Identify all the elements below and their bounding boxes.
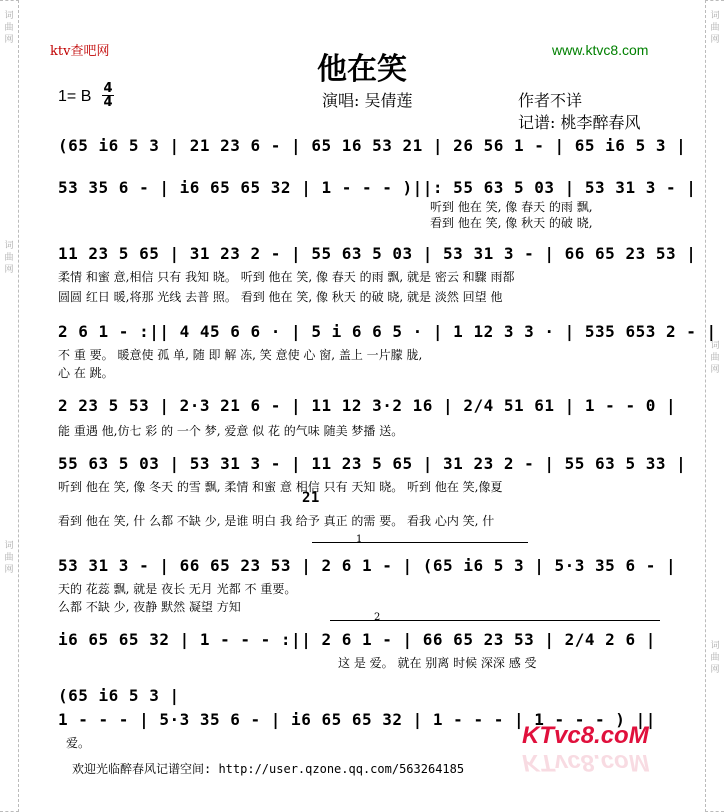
side-label: 词 (710, 641, 720, 651)
side-label: 曲 (4, 553, 14, 563)
side-label: 网 (4, 565, 14, 575)
lyric-row-8a: 这 是 爱。 就在 别离 时候 深深 感 受 (338, 656, 537, 670)
lyric-row-10a: 爱。 (66, 736, 91, 750)
key-signature: 1= B (58, 88, 92, 105)
side-label: 词 (4, 11, 14, 21)
score-row-10: 1 - - - | 5·3 35 6 - | i6 65 65 32 | 1 - - - | 1 - - - ) || (58, 710, 656, 729)
volta-1-line (312, 542, 472, 543)
side-label: 网 (4, 35, 14, 45)
side-label: 词 (710, 11, 720, 21)
author: 作者不详 (518, 91, 583, 110)
site-link-right[interactable]: www.ktvc8.com (552, 42, 649, 58)
score-row-5: 2 23 5 53 | 2·3 21 6 - | 11 12 3·2 16 | 2/4 51 61 | 1 - - 0 | (58, 396, 677, 415)
side-label: 网 (4, 265, 14, 275)
score-row-1: (65 i6 5 3 | 21 23 6 - | 65 16 53 21 | 26 56 1 - | 65 i6 5 3 | (58, 136, 687, 155)
transcriber: 记谱: 桃李醉春风 (518, 113, 641, 132)
score-row-6: 55 63 5 03 | 53 31 3 - | 11 23 5 65 | 31 23 2 - | 55 63 5 33 | (58, 454, 687, 473)
side-label: 曲 (710, 23, 720, 33)
side-label: 网 (710, 665, 720, 675)
score-row-3: 11 23 5 65 | 31 23 2 - | 55 63 5 03 | 53 31 3 - | 66 65 23 53 | (58, 244, 697, 263)
score-row-9: (65 i6 5 3 | (58, 686, 180, 705)
side-label: 曲 (4, 23, 14, 33)
lyric-row-4a: 不 重 要。 暖意使 孤 单, 随 即 解 冻, 笑 意使 心 窗, 盖上 一片朦 胧, (58, 348, 423, 362)
lyric-row-3b: 圆圆 红日 暖,将那 光线 去普 照。 看到 他在 笑, 像 秋天 的破 晓, 就是 淡然 回望 他 (58, 290, 503, 304)
lyric-row-6a: 听到 他在 笑, 像 冬天 的雪 飘, 柔情 和蜜 意 相信 只有 天知 晓。 听到 他在 笑,像夏 (58, 480, 503, 494)
side-label: 曲 (710, 653, 720, 663)
ktvc8-logo-reflection: KTvc8.coM (522, 749, 649, 776)
time-signature (102, 82, 114, 109)
side-label: 网 (710, 35, 720, 45)
ktvc8-logo: KTvc8.coM (522, 722, 649, 749)
lyric-row-5a: 能 重遇 他,仿七 彩 的 一个 梦, 爱意 似 花 的气味 随美 梦播 送。 (58, 424, 404, 438)
score-row-8: i6 65 65 32 | 1 - - - :|| 2 6 1 - | 66 65 23 53 | 2/4 2 6 | (58, 630, 656, 649)
side-label: 词 (4, 541, 14, 551)
score-row-7: 53 31 3 - | 66 65 23 53 | 2 6 1 - | (65 i6 5 3 | 5·3 35 6 - | (58, 556, 677, 575)
left-margin-strip (0, 0, 19, 812)
singer: 演唱: 吴倩莲 (322, 91, 413, 110)
lyric-row-2b: 看到 他在 笑, 像 秋天 的破 晓, (430, 216, 593, 230)
side-label: 词 (710, 341, 720, 351)
time-denominator: 4 (103, 95, 113, 110)
volta-2-label: 2 (374, 612, 381, 623)
side-label: 网 (710, 365, 720, 375)
aux-note-21: 21 (302, 490, 320, 506)
lyric-row-6b: 看到 他在 笑, 什 么都 不缺 少, 是谁 明白 我 给予 真正 的需 要。 看我 心内 笑, 什 (58, 514, 495, 528)
side-label: 曲 (4, 253, 14, 263)
volta-1-line-ext (472, 542, 528, 543)
lyric-row-4b: 心 在 跳。 (58, 366, 114, 380)
score-row-2: 53 35 6 - | i6 65 65 32 | 1 - - - )||: 55 63 5 03 | 53 31 3 - | (58, 178, 697, 197)
right-margin-strip (705, 0, 724, 812)
lyric-row-7b: 么都 不缺 少, 夜静 默然 凝望 方知 (58, 600, 241, 614)
song-title: 他在笑 (317, 52, 407, 87)
lyric-row-7a: 天的 花蕊 飘, 就是 夜长 无月 光都 不 重要。 (58, 582, 297, 596)
side-label: 曲 (710, 353, 720, 363)
lyric-row-2a: 听到 他在 笑, 像 春天 的雨 飘, (430, 200, 593, 214)
lyric-row-3a: 柔情 和蜜 意,相信 只有 我知 晓。 听到 他在 笑, 像 春天 的雨 飘, 就是 密云 和驟 雨都 (58, 270, 515, 284)
volta-1-label: 1 (356, 534, 363, 545)
side-label: 词 (4, 241, 14, 251)
site-link-left[interactable]: ktv查吧网 (50, 44, 110, 59)
time-numerator: 4 (103, 81, 113, 96)
score-row-4: 2 6 1 - :|| 4 45 6 6 · | 5 i 6 6 5 · | 1 12 3 3 · | 535 653 2 - | (58, 322, 717, 341)
footer-link[interactable]: 欢迎光临醉春风记谱空间: http://user.qzone.qq.com/563264185 (72, 762, 465, 776)
